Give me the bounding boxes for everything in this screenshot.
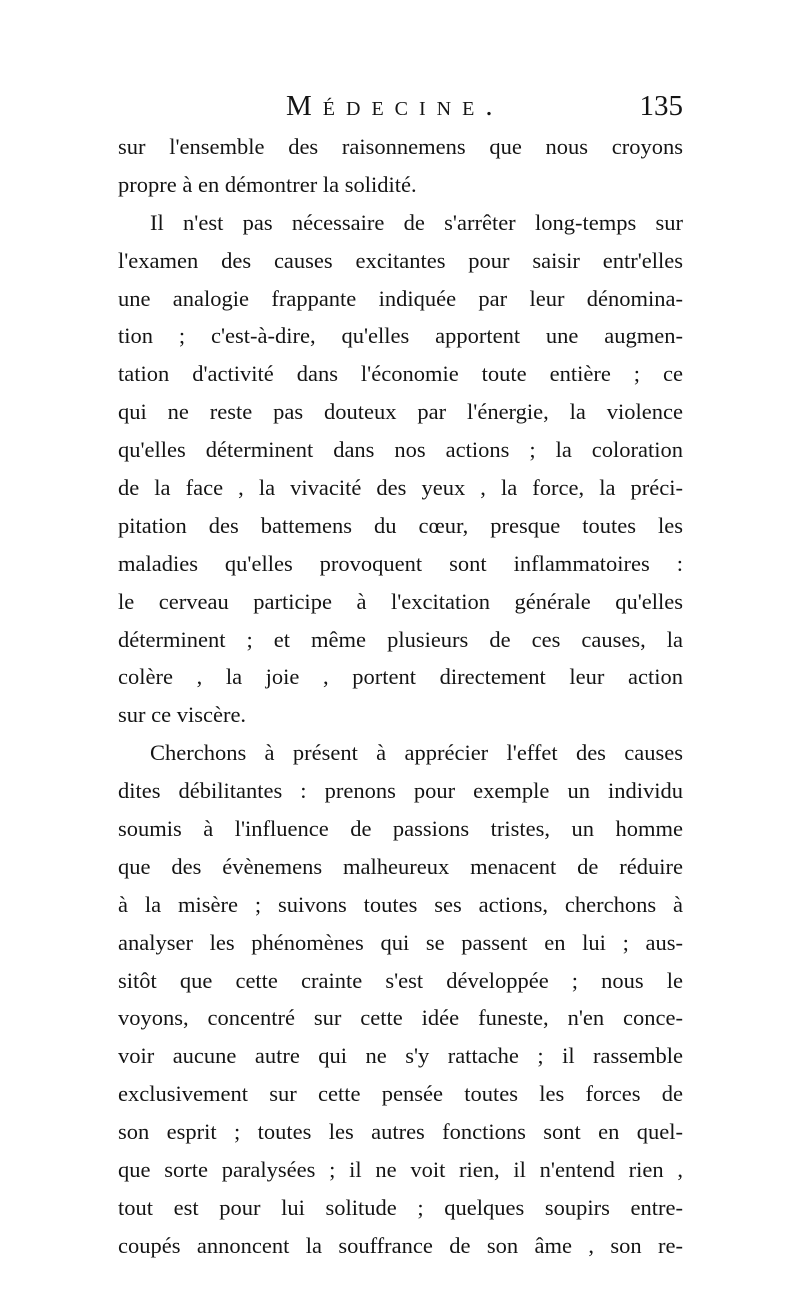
text-line: pitation des battemens du cœur, presque toutes les <box>118 512 683 538</box>
text-line: colère , la joie , portent directement leur action <box>118 664 683 690</box>
text-line: l'examen des causes excitantes pour saisir entr'elles <box>118 247 683 273</box>
text-line: sur ce viscère. <box>118 702 247 728</box>
text-line: coupés annoncent la souffrance de son âme , son re- <box>118 1232 683 1258</box>
text-line: sur l'ensemble des raisonnemens que nous croyons <box>118 134 683 159</box>
page-number: 135 <box>639 90 683 122</box>
text-line: voyons, concentré sur cette idée funeste, n'en conce- <box>118 1005 683 1031</box>
text-line: dites débilitantes : prenons pour exemple un individu <box>118 778 683 804</box>
text-line: de la face , la vivacité des yeux , la force, la préci- <box>118 475 683 501</box>
text-line: maladies qu'elles provoquent sont inflammatoires : <box>118 550 683 576</box>
text-line: qu'elles déterminent dans nos actions ; la coloration <box>118 437 683 463</box>
text-line: voir aucune autre qui ne s'y rattache ; il rassemble <box>118 1043 683 1069</box>
text-line: que sorte paralysées ; il ne voit rien, il n'entend rien , <box>118 1157 683 1183</box>
text-line: tion ; c'est-à-dire, qu'elles apportent une augmen- <box>118 323 683 349</box>
paragraph-start-line: Cherchons à présent à apprécier l'effet des causes <box>150 740 683 766</box>
text-line: à la misère ; suivons toutes ses actions, cherchons à <box>118 891 683 917</box>
text-line: soumis à l'influence de passions tristes, un homme <box>118 816 683 842</box>
paragraph-start-line: Il n'est pas nécessaire de s'arrêter long-temps sur <box>150 209 683 235</box>
text-line: exclusivement sur cette pensée toutes les forces de <box>118 1081 683 1107</box>
text-line: son esprit ; toutes les autres fonctions sont en quel- <box>118 1119 683 1145</box>
running-title: Médecine. <box>286 90 504 122</box>
text-line: tation d'activité dans l'économie toute entière ; ce <box>118 361 683 387</box>
body-text <box>118 128 683 1265</box>
text-line: tout est pour lui solitude ; quelques soupirs entre- <box>118 1194 683 1220</box>
text-line: que des évènemens malheureux menacent de réduire <box>118 853 683 879</box>
text-line: qui ne reste pas douteux par l'énergie, la violence <box>118 399 683 425</box>
text-line: sitôt que cette crainte s'est développée ; nous le <box>118 967 683 993</box>
text-line: le cerveau participe à l'excitation générale qu'elles <box>118 588 683 614</box>
text-line: propre à en démontrer la solidité. <box>118 171 417 197</box>
text-line: analyser les phénomènes qui se passent en lui ; aus- <box>118 929 683 955</box>
text-line: une analogie frappante indiquée par leur dénomina- <box>118 285 683 311</box>
text-line: déterminent ; et même plusieurs de ces causes, la <box>118 626 683 652</box>
